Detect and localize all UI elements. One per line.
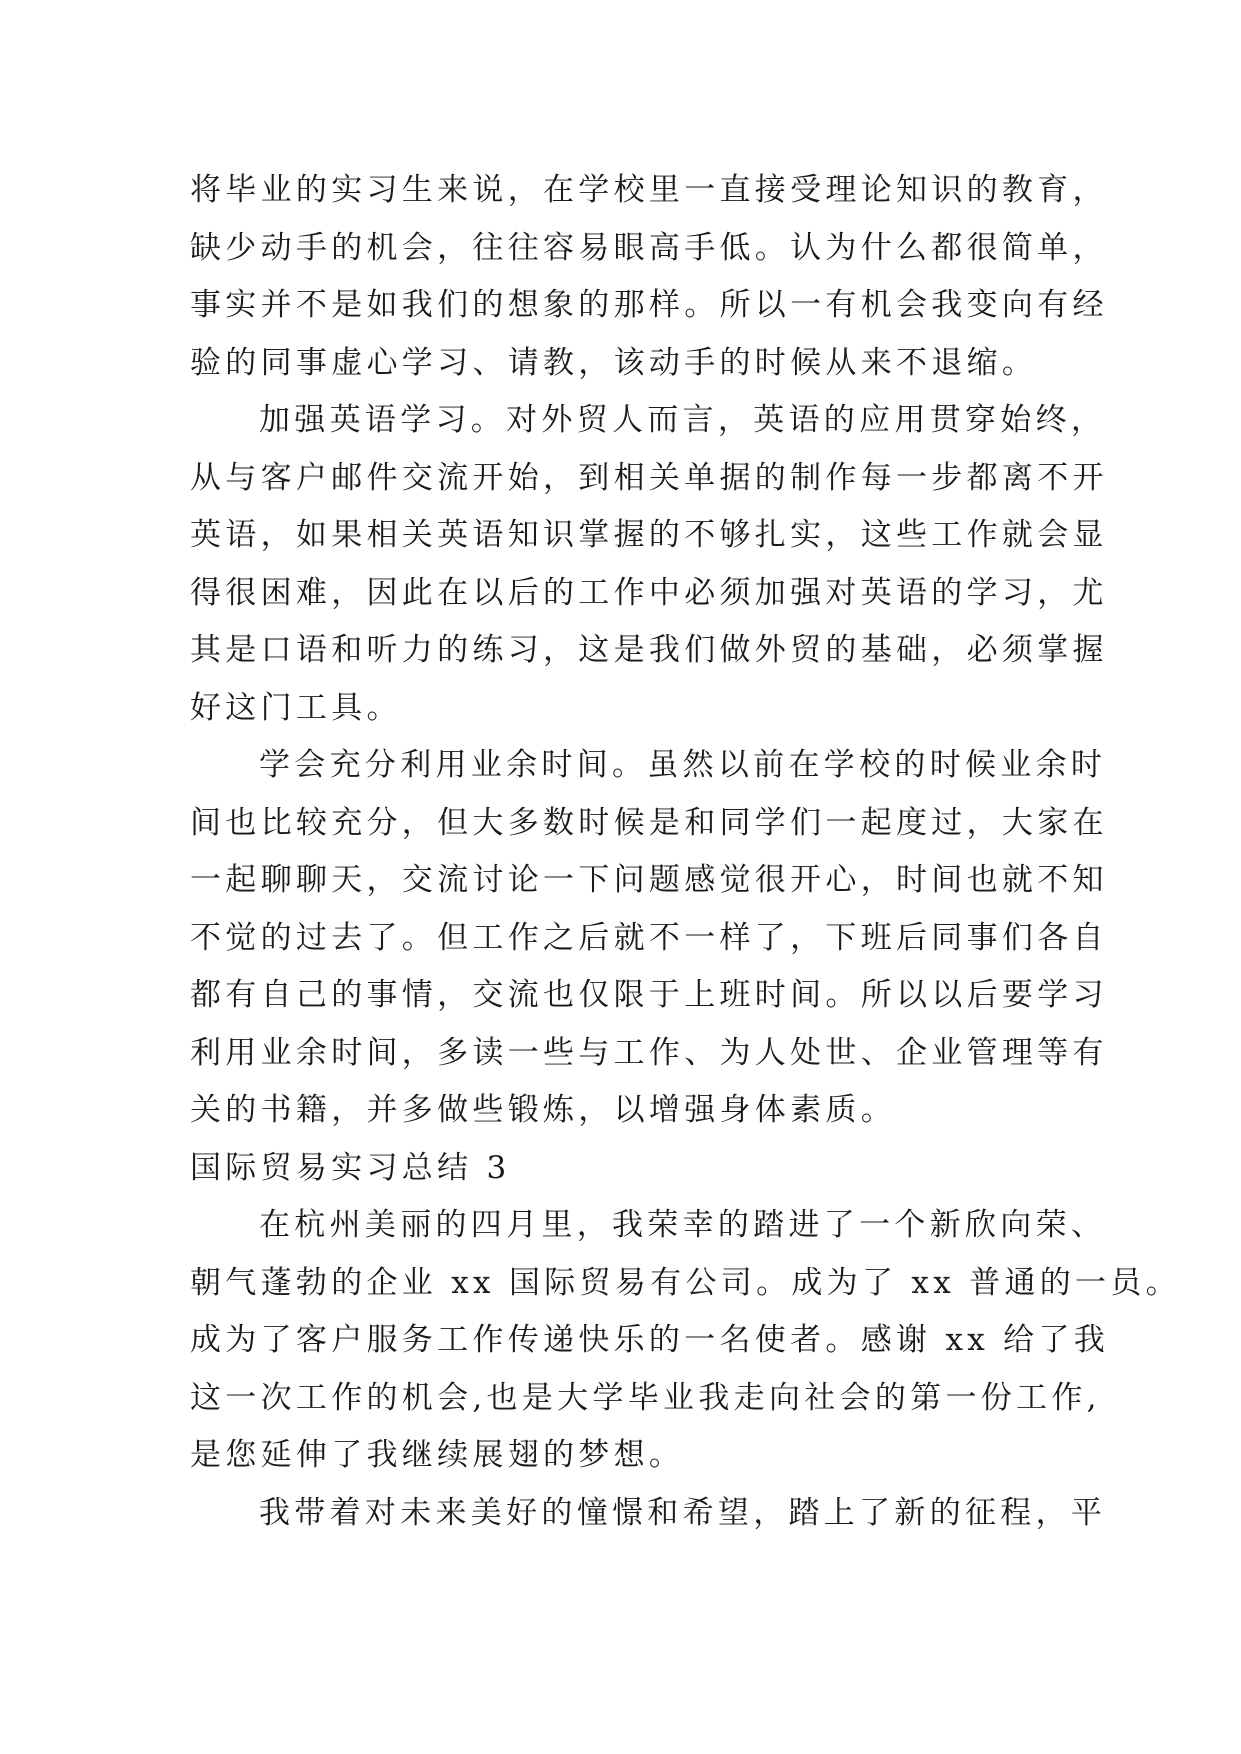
text-line: 是您延伸了我继续展翅的梦想。 — [190, 1437, 685, 1473]
text-line: 事实并不是如我们的想象的那样。所以一有机会我变向有经 — [190, 287, 1108, 323]
text-line: 利用业余时间，多读一些与工作、为人处世、企业管理等有 — [190, 1034, 1108, 1071]
text-line: 从与客户邮件交流开始，到相关单据的制作每一步都离不开 — [190, 459, 1108, 496]
text-line: 这一次工作的机会,也是大学毕业我走向社会的第一份工作, — [190, 1379, 1101, 1416]
text-line: 好这门工具。 — [190, 689, 402, 726]
text-line: 间也比较充分，但大多数时候是和同学们一起度过，大家在 — [190, 804, 1108, 841]
text-line: 将毕业的实习生来说，在学校里一直接受理论知识的教育， — [190, 172, 1108, 208]
section-heading: 国际贸易实习总结 3 — [190, 1149, 511, 1186]
document-body — [190, 162, 1181, 1542]
text-line: 英语，如果相关英语知识掌握的不够扎实，这些工作就会显 — [190, 517, 1108, 553]
paragraph-first-line: 我带着对未来美好的憧憬和希望，踏上了新的征程，平 — [259, 1494, 1107, 1531]
paragraph-first-line: 在杭州美丽的四月里，我荣幸的踏进了一个新欣向荣、 — [259, 1207, 1107, 1243]
text-line: 成为了客户服务工作传递快乐的一名使者。感谢 xx 给了我 — [190, 1322, 1110, 1358]
text-line: 验的同事虚心学习、请教，该动手的时候从来不退缩。 — [190, 344, 1038, 381]
text-line: 其是口语和听力的练习，这是我们做外贸的基础，必须掌握 — [190, 632, 1108, 668]
text-line: 关的书籍，并多做些锻炼，以增强身体素质。 — [190, 1092, 896, 1128]
paragraph-first-line: 加强英语学习。对外贸人而言，英语的应用贯穿始终， — [259, 402, 1107, 438]
text-line: 不觉的过去了。但工作之后就不一样了，下班后同事们各自 — [190, 919, 1108, 956]
text-line: 缺少动手的机会，往往容易眼高手低。认为什么都很简单， — [190, 229, 1108, 266]
text-line: 都有自己的事情，交流也仅限于上班时间。所以以后要学习 — [190, 977, 1108, 1013]
text-line: 得很困难，因此在以后的工作中必须加强对英语的学习，尤 — [190, 574, 1108, 611]
text-line: 一起聊聊天，交流讨论一下问题感觉很开心，时间也就不知 — [190, 862, 1108, 898]
paragraph-first-line: 学会充分利用业余时间。虽然以前在学校的时候业余时 — [259, 747, 1107, 783]
text-line: 朝气蓬勃的企业 xx 国际贸易有公司。成为了 xx 普通的一员。 — [190, 1264, 1181, 1301]
